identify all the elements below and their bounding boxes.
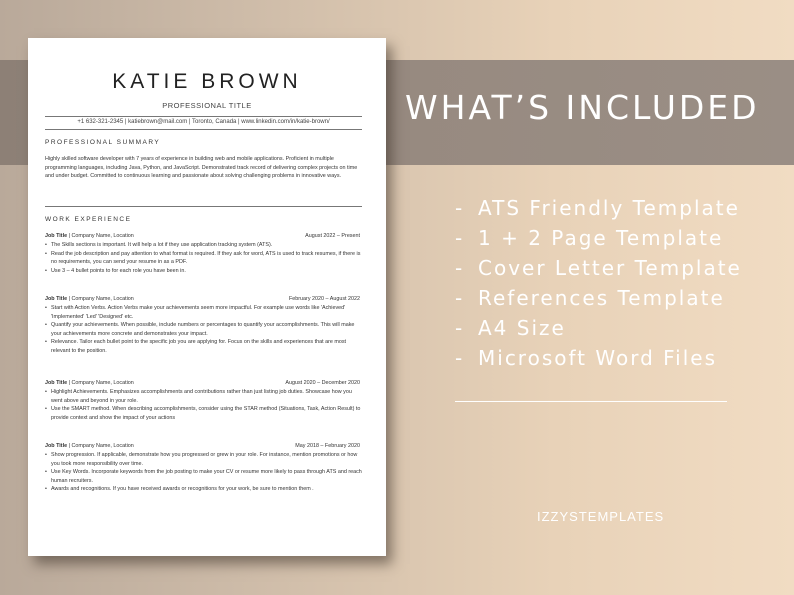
resume-page [28, 38, 386, 556]
section-rule [45, 206, 362, 207]
job-bullet: • Relevance. Tailor each bullet point to the specific job you are applying for. Focus on the skills and experiences that are most relevant to the position. [45, 338, 363, 355]
summary-text: Highly skilled software developer with 7 years of experience in building web and mobile applications. Proficient in multiple programming languages, including Java, Python, and JavaScript. Demonstrated track record of delivering complex projects on time and under budget. Committed to continuous learning and passionate about solving challenging problems in innovative ways. [45, 156, 358, 180]
contact-line: +1 632-321-2345 | katiebrown@mail.com | Toronto, Canada | www.linkedin.com/in/katie-brown/ [77, 119, 330, 125]
summary-heading: PROFESSIONAL SUMMARY [45, 139, 161, 146]
divider-line [455, 401, 727, 402]
professional-title: PROFESSIONAL TITLE [162, 101, 252, 110]
job-header [45, 379, 363, 388]
feature-list [455, 193, 742, 373]
job-title: Job Title [45, 296, 68, 302]
job-dates: August 2020 – December 2020 [285, 380, 360, 386]
feature-item: - ATS Friendly Template [455, 196, 740, 220]
job-company: | Company Name, Location [67, 443, 134, 449]
job-header [45, 295, 363, 304]
job-title: Job Title [45, 233, 68, 239]
job-bullet: • Use Key Words. Incorporate keywords from the job posting to make your CV or resume more likely to pass through ATS and reach human recruiters. [45, 468, 363, 485]
feature-item: - Cover Letter Template [455, 256, 742, 280]
job-bullet: • Show progression. If applicable, demonstrate how you progressed or grew in your role. For instance, mention promotions or how you took more responsibility over time. [45, 451, 363, 468]
feature-item: - References Template [455, 286, 725, 310]
experience-heading: WORK EXPERIENCE [45, 216, 132, 223]
job-bullet: • Use the SMART method. When describing accomplishments, consider using the STAR method (Situations, Task, Action Result) to provide context and show the impact of your actions [45, 405, 363, 422]
job-title: Job Title [45, 443, 68, 449]
job-bullets [45, 241, 363, 275]
job-entry [45, 295, 363, 355]
feature-item: - A4 Size [455, 316, 566, 340]
whats-included-heading: WHAT’S INCLUDED [405, 88, 760, 127]
job-bullet: • Highlight Achievements. Emphasizes accomplishments and contributions rather than just listing job duties. Showcase how you went above and beyond in your role. [45, 388, 363, 405]
job-entry [45, 232, 363, 275]
job-bullets [45, 451, 363, 494]
job-company: | Company Name, Location [67, 380, 134, 386]
job-bullet: • Read the job description and pay attention to what format is required. If they ask for word, ATS is used to track resumes, if there is no requirements, you can send your resume in as a PDF. [45, 250, 363, 267]
job-dates: May 2018 – February 2020 [295, 443, 360, 449]
job-title: Job Title [45, 380, 68, 386]
job-bullets [45, 304, 363, 355]
job-company: | Company Name, Location [67, 296, 134, 302]
job-company: | Company Name, Location [67, 233, 134, 239]
job-entry [45, 442, 363, 494]
job-entry [45, 379, 363, 422]
feature-item: - Microsoft Word Files [455, 346, 718, 370]
job-bullet: • Use 3 – 4 bullet points to for each role you have been in. [45, 267, 363, 276]
job-bullet: • Quantify your achievements. When possible, include numbers or percentages to quantify your accomplishments. This will make your achievements more concrete and demonstrates your impact. [45, 321, 363, 338]
job-header [45, 442, 363, 451]
job-bullet: • Awards and recognitions. If you have received awards or recognitions for your work, be sure to mention them . [45, 485, 363, 494]
job-bullets [45, 388, 363, 422]
feature-item: - 1 + 2 Page Template [455, 226, 724, 250]
resume-name: KATIE BROWN [112, 70, 302, 93]
brand-name: IZZYSTEMPLATES [537, 509, 665, 524]
job-bullet: • Start with Action Verbs. Action Verbs make your achievements seem more impactful. For example use words like 'Achieved' 'Implemented' 'Led' 'Designed' etc. [45, 304, 363, 321]
job-dates: August 2022 – Present [305, 233, 360, 239]
header-rule-bottom [45, 129, 362, 130]
header-rule-top [45, 116, 362, 117]
job-dates: February 2020 – August 2022 [288, 296, 360, 302]
job-header [45, 232, 363, 241]
job-bullet: • The Skills sections is important. It will help a lot if they use application tracking system (ATS). [45, 241, 363, 250]
